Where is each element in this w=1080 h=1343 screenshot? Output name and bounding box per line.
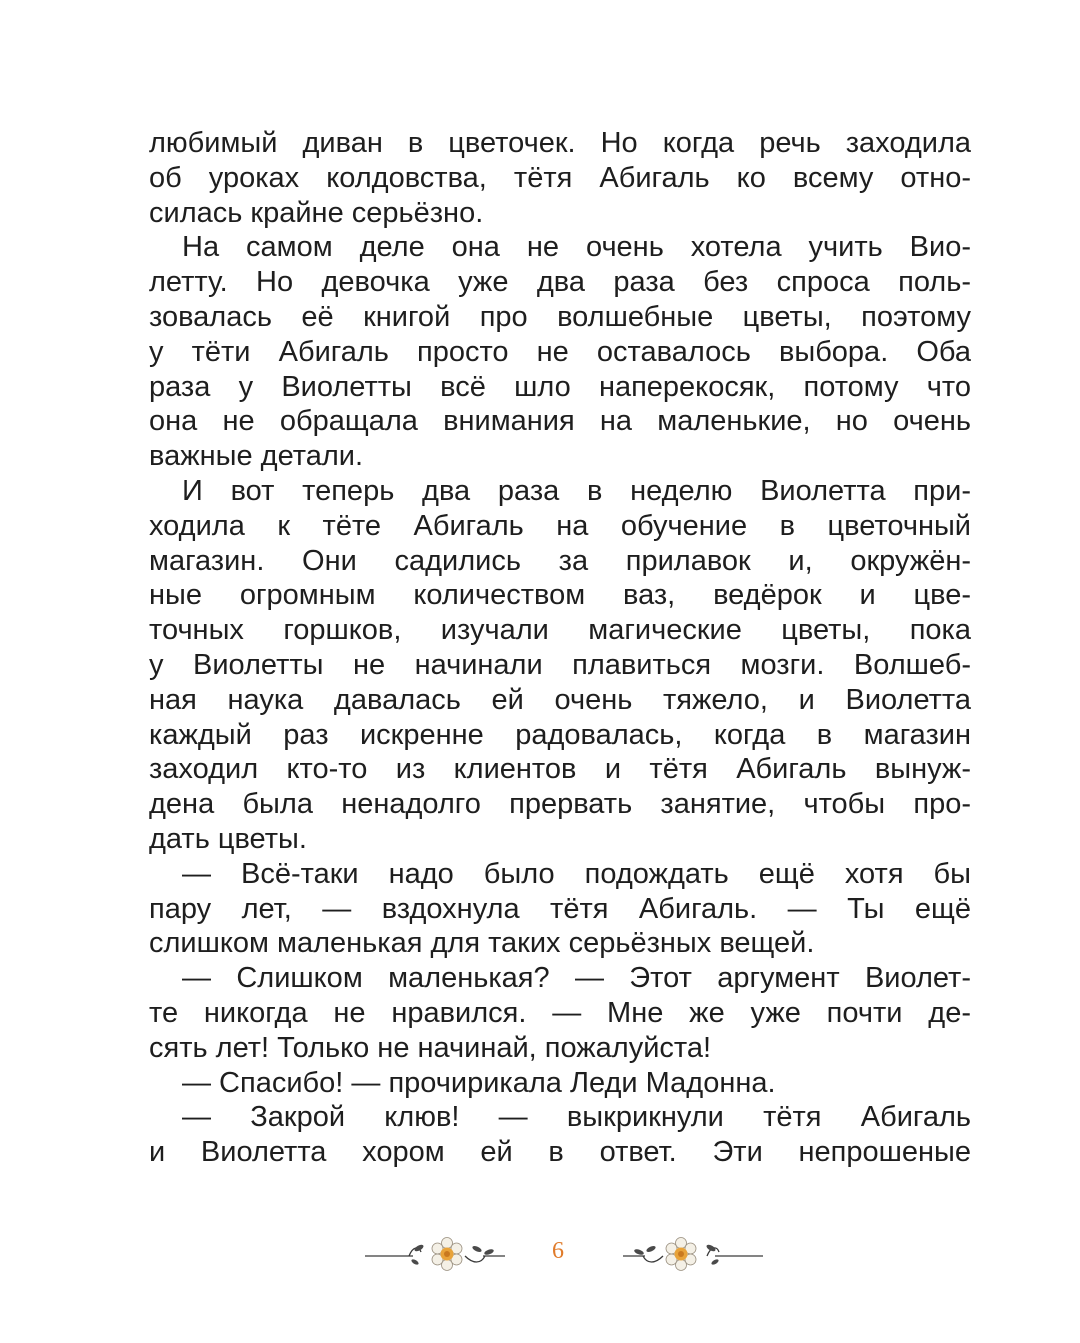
text-line: каждый раз искренне радовалась, когда в магазин [149,718,971,751]
text-line: раза у Виолетты всё шло наперекосяк, потому что [149,370,971,403]
text-line: об уроках колдовства, тётя Абигаль ко всему отно- [149,161,971,194]
text-line: ходила к тёте Абигаль на обучение в цветочный [149,509,971,542]
text-line: силась крайне серьёзно. [149,196,484,229]
text-line: важные детали. [149,440,364,473]
daisy-ornament-left-icon [365,1230,515,1280]
text-line: у Виолетты не начинали плавиться мозги. Волшеб- [149,648,971,681]
text-line: — Слишком маленькая? — Этот аргумент Виолет- [182,962,971,995]
text-line: зовалась её книгой про волшебные цветы, поэтому [149,300,971,333]
daisy-ornament-right-icon [615,1230,765,1280]
text-line: — Спасибо! — прочирикала Леди Мадонна. [182,1066,776,1099]
text-line: — Закрой клюв! — выкрикнули тётя Абигаль [182,1101,971,1134]
text-line: те никогда не нравился. — Мне же уже почти де- [149,996,971,1029]
text-line: сять лет! Только не начинай, пожалуйста! [149,1031,712,1064]
text-line: точных горшков, изучали магические цветы, пока [149,614,971,647]
text-line: ные огромным количеством ваз, ведёрок и цве- [149,579,971,612]
text-line: дать цветы. [149,822,307,855]
text-line: магазин. Они садились за прилавок и, окружён- [149,544,971,577]
text-line: ная наука давалась ей очень тяжело, и Виолетта [149,683,971,716]
text-line: она не обращала внимания на маленькие, но очень [149,405,971,438]
text-line: любимый диван в цветочек. Но когда речь заходила [149,127,971,159]
page-body-text [149,126,971,1170]
text-line: пару лет, — вздохнула тётя Абигаль. — Ты ещё [149,892,971,925]
text-line: И вот теперь два раза в неделю Виолетта при- [182,474,971,507]
page-number: 6 [552,1238,564,1264]
text-line: слишком маленькая для таких серьёзных вещей. [149,927,815,960]
text-line: — Всё-таки надо было подождать ещё хотя бы [182,857,971,890]
text-line: и Виолетта хором ей в ответ. Эти непрошеные [149,1136,971,1169]
page-footer [0,1230,1080,1280]
text-line: заходил кто-то из клиентов и тётя Абигаль вынуж- [149,753,971,786]
text-line: у тёти Абигаль просто не оставалось выбора. Оба [149,335,971,368]
text-line: летту. Но девочка уже два раза без спроса поль- [149,266,971,299]
text-line: дена была ненадолго прервать занятие, чтобы про- [149,788,971,821]
text-line: На самом деле она не очень хотела учить Вио- [182,231,971,264]
